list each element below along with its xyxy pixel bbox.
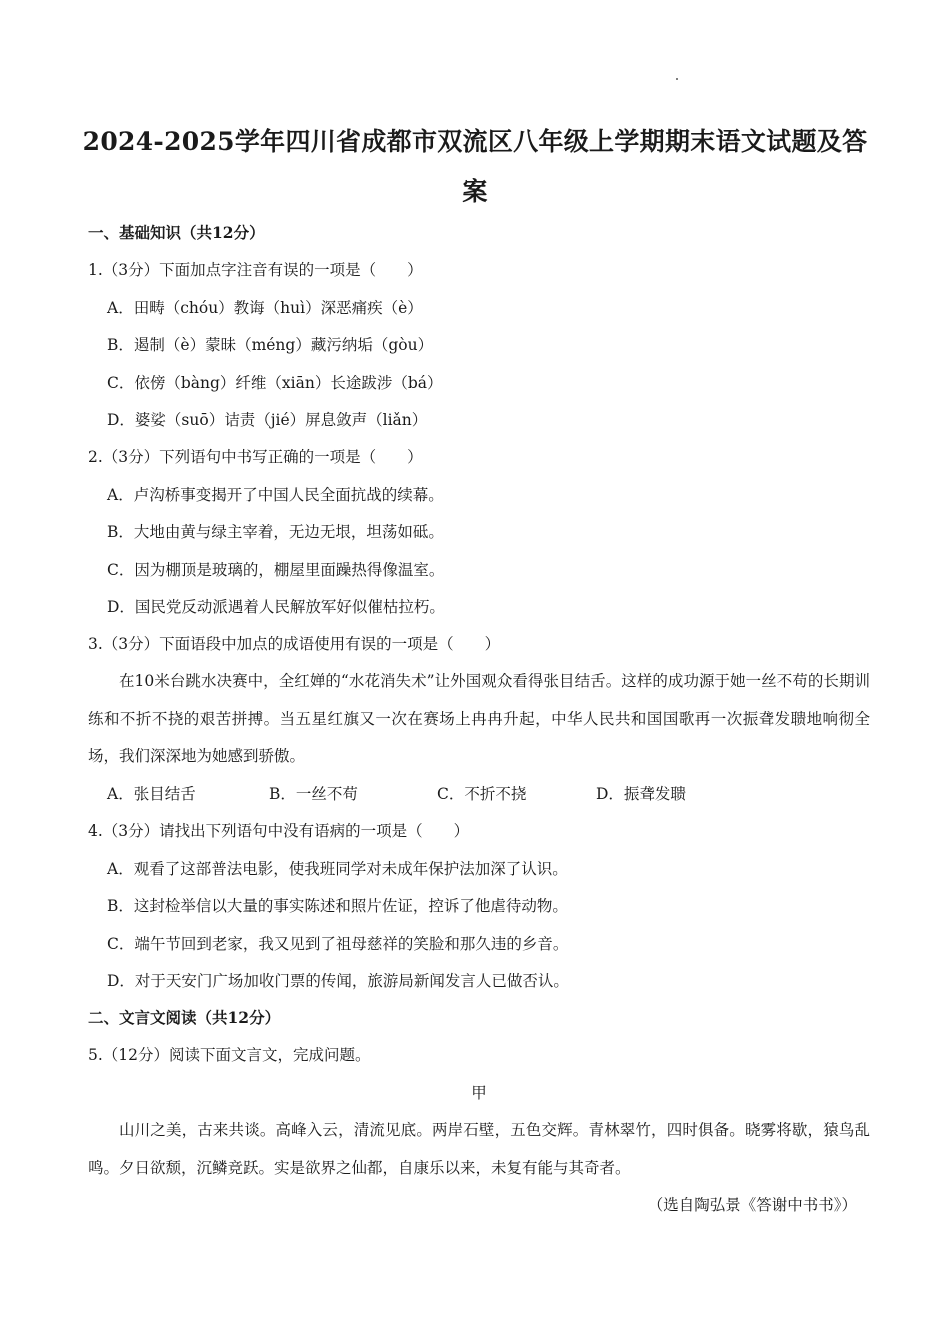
question-4-option-d: D．对于天安门广场加收门票的传闻，旅游局新闻发言人已做否认。 bbox=[107, 972, 569, 990]
question-2-option-a: A．卢沟桥事变揭开了中国人民全面抗战的续幕。 bbox=[107, 486, 444, 504]
question-3-option-c: C．不折不挠 bbox=[437, 785, 527, 803]
question-2-option-c: C．因为棚顶是玻璃的，棚屋里面躁热得像温室。 bbox=[107, 561, 445, 579]
passage-label-jia: 甲 bbox=[471, 1084, 487, 1102]
question-4-stem: 4.（3分）请找出下列语句中没有语病的一项是（ ） bbox=[88, 822, 470, 840]
question-2-stem: 2.（3分）下列语句中书写正确的一项是（ ） bbox=[88, 448, 423, 466]
section-heading-classical: 二、文言文阅读（共12分） bbox=[88, 1008, 281, 1027]
title-line-1: 2024-2025学年四川省成都市双流区八年级上学期期末语文试题及答 bbox=[82, 127, 868, 156]
scan-dot bbox=[676, 78, 678, 80]
question-5-stem: 5.（12分）阅读下面文言文，完成问题。 bbox=[88, 1046, 371, 1064]
question-1-option-d: D．婆娑（suō）诘责（jié）屏息敛声（liǎn） bbox=[107, 411, 428, 429]
question-3-passage: 在10米台跳水决赛中，全红婵的“水花消失术”让外国观众看得张目结舌。这样的成功源于她一丝不苟的长期训练和不折不挠的艰苦拼搏。当五星红旗又一次在赛场上冉冉升起，中华人民共和国国歌再一次振聋发聩地响彻全场，我们深深地为她感到骄傲。 bbox=[88, 672, 870, 765]
question-1-stem: 1.（3分）下面加点字注音有误的一项是（ ） bbox=[88, 261, 423, 279]
question-2-option-d: D．国民党反动派遇着人民解放军好似催枯拉朽。 bbox=[107, 598, 445, 616]
page-title bbox=[70, 117, 880, 217]
section-heading-basic: 一、基础知识（共12分） bbox=[88, 223, 265, 242]
question-5-passage: 山川之美，古来共谈。高峰入云，清流见底。两岸石壁，五色交辉。青林翠竹，四时俱备。晓雾将歇，猿鸟乱鸣。夕日欲颓，沉鳞竞跃。实是欲界之仙都，自康乐以来，未复有能与其奇者。 bbox=[88, 1121, 870, 1177]
title-line-2: 案 bbox=[462, 177, 488, 206]
question-1-option-c: C．依傍（bàng）纤维（xiān）长途跋涉（bá） bbox=[107, 374, 443, 392]
question-1-option-b: B．遏制（è）蒙昧（méng）藏污纳垢（gòu） bbox=[107, 336, 434, 354]
question-3-stem: 3.（3分）下面语段中加点的成语使用有误的一项是（ ） bbox=[88, 635, 501, 653]
question-1-option-a: A．田畴（chóu）教诲（huì）深恶痛疾（è） bbox=[107, 299, 423, 317]
question-3-option-a: A．张目结舌 bbox=[107, 785, 196, 803]
question-3-option-d: D．振聋发聩 bbox=[596, 785, 686, 803]
question-3-option-b: B．一丝不苟 bbox=[269, 785, 358, 803]
question-4-option-b: B．这封检举信以大量的事实陈述和照片佐证，控诉了他虐待动物。 bbox=[107, 897, 568, 915]
question-2-option-b: B．大地由黄与绿主宰着，无边无垠，坦荡如砥。 bbox=[107, 523, 444, 541]
passage-source: （选自陶弘景《答谢中书书》） bbox=[647, 1196, 857, 1214]
question-4-option-a: A．观看了这部普法电影，使我班同学对未成年保护法加深了认识。 bbox=[107, 860, 568, 878]
question-4-option-c: C．端午节回到老家，我又见到了祖母慈祥的笑脸和那久违的乡音。 bbox=[107, 935, 569, 953]
